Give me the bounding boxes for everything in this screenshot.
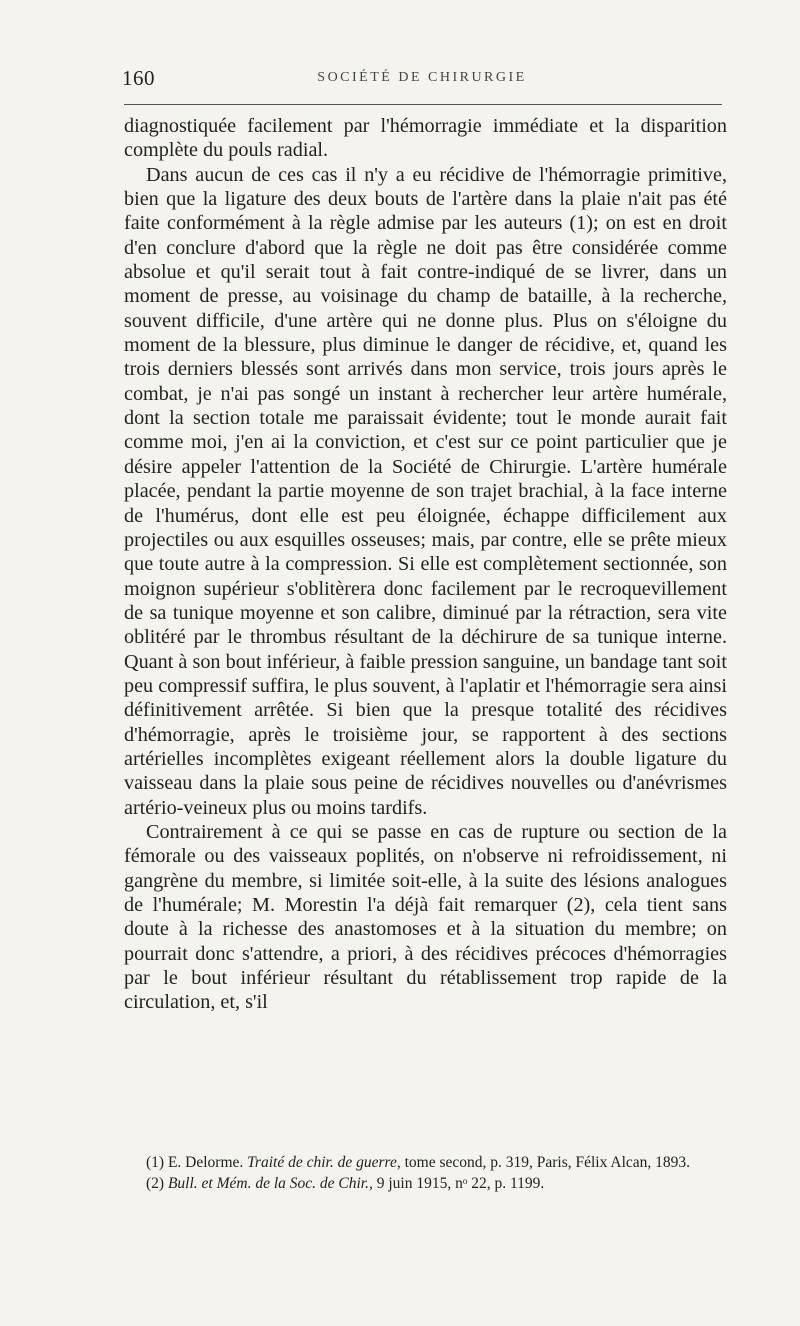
paragraph-continued: diagnostiquée facilement par l'hémorragie immédiate et la disparition complète du pouls radial. xyxy=(124,115,727,162)
footnote-author: E. Delorme. xyxy=(167,1154,244,1171)
footnote xyxy=(124,1152,727,1173)
footnote-source: Bull. et Mém. de la Soc. de Chir., xyxy=(167,1175,373,1192)
footnote-details: 9 juin 1915, nᵒ 22, p. 1199. xyxy=(376,1175,545,1192)
footnote-number: (1) xyxy=(146,1154,165,1171)
running-title: SOCIÉTÉ DE CHIRURGIE xyxy=(317,70,527,85)
page-header xyxy=(122,66,722,96)
header-rule xyxy=(124,104,722,105)
footnote-source: Traité de chir. de guerre, xyxy=(247,1154,401,1171)
body-text xyxy=(124,114,727,1015)
page-number: 160 xyxy=(122,66,155,90)
footnote-details: tome second, p. 319, Paris, Félix Alcan, 1893. xyxy=(404,1154,691,1171)
footnote xyxy=(124,1173,727,1194)
footnotes xyxy=(124,1152,727,1194)
footnote-number: (2) xyxy=(146,1175,165,1192)
paragraph: Contrairement à ce qui se passe en cas de rupture ou section de la fémorale ou des vaisseaux poplités, on n'observe ni refroidissement, ni gangrène du membre, si limitée soit-elle, à la suite des lésions analogues de l'humérale; M. Morestin l'a déjà fait remarquer (2), cela tient sans doute à la richesse des anastomoses et à la situation du membre; on pourrait donc s'attendre, a priori, à des récidives précoces d'hémorragies par le bout inférieur résultant du rétablissement trop rapide de la circulation, et, s'il xyxy=(124,820,727,1014)
paragraph: Dans aucun de ces cas il n'y a eu récidive de l'hémorragie primitive, bien que la ligature des deux bouts de l'artère dans la plaie n'ait pas été faite conformément à la règle admise par les auteurs (1); on est en droit d'en conclure d'abord que la règle ne doit pas être considérée comme absolue et qu'il serait tout à fait contre-indiqué de se livrer, dans un moment de presse, au voisinage du champ de bataille, à la recherche, souvent difficile, d'une artère qui ne donne plus. Plus on s'éloigne du moment de la blessure, plus diminue le danger de récidive, et, quand les trois derniers blessés sont arrivés dans mon service, trois jours après le combat, je n'ai pas songé un instant à rechercher leur artère humérale, dont la section totale me paraissait évidente; tout le monde aurait fait comme moi, j'en ai la conviction, et c'est sur ce point particulier que je désire appeler l'attention de la Société de Chirurgie. L'artère humérale placée, pendant la partie moyenne de son trajet brachial, à la face interne de l'humérus, dont elle est peu éloignée, échappe difficilement aux projectiles ou aux esquilles osseuses; mais, par contre, elle se prête mieux que toute autre à la compression. Si elle est complètement sectionnée, son moignon supérieur s'oblitèrera donc facilement par le recroquevillement de sa tunique moyenne et son calibre, diminué par la rétraction, sera vite oblitéré par le thrombus résultant de la déchirure de sa tunique interne. Quant à son bout inférieur, à faible pression sanguine, un bandage tant soit peu compressif suffira, le plus souvent, à l'aplatir et l'hémorragie sera ainsi définitivement arrêtée. Si bien que la presque totalité des récidives d'hémorragie, après le troisième jour, se rapportent à des sections artérielles incomplètes exigeant réellement alors la double ligature du vaisseau dans la plaie sous peine de récidives nouvelles ou d'anévrismes artério-veineux plus ou moins tardifs. xyxy=(124,163,727,819)
